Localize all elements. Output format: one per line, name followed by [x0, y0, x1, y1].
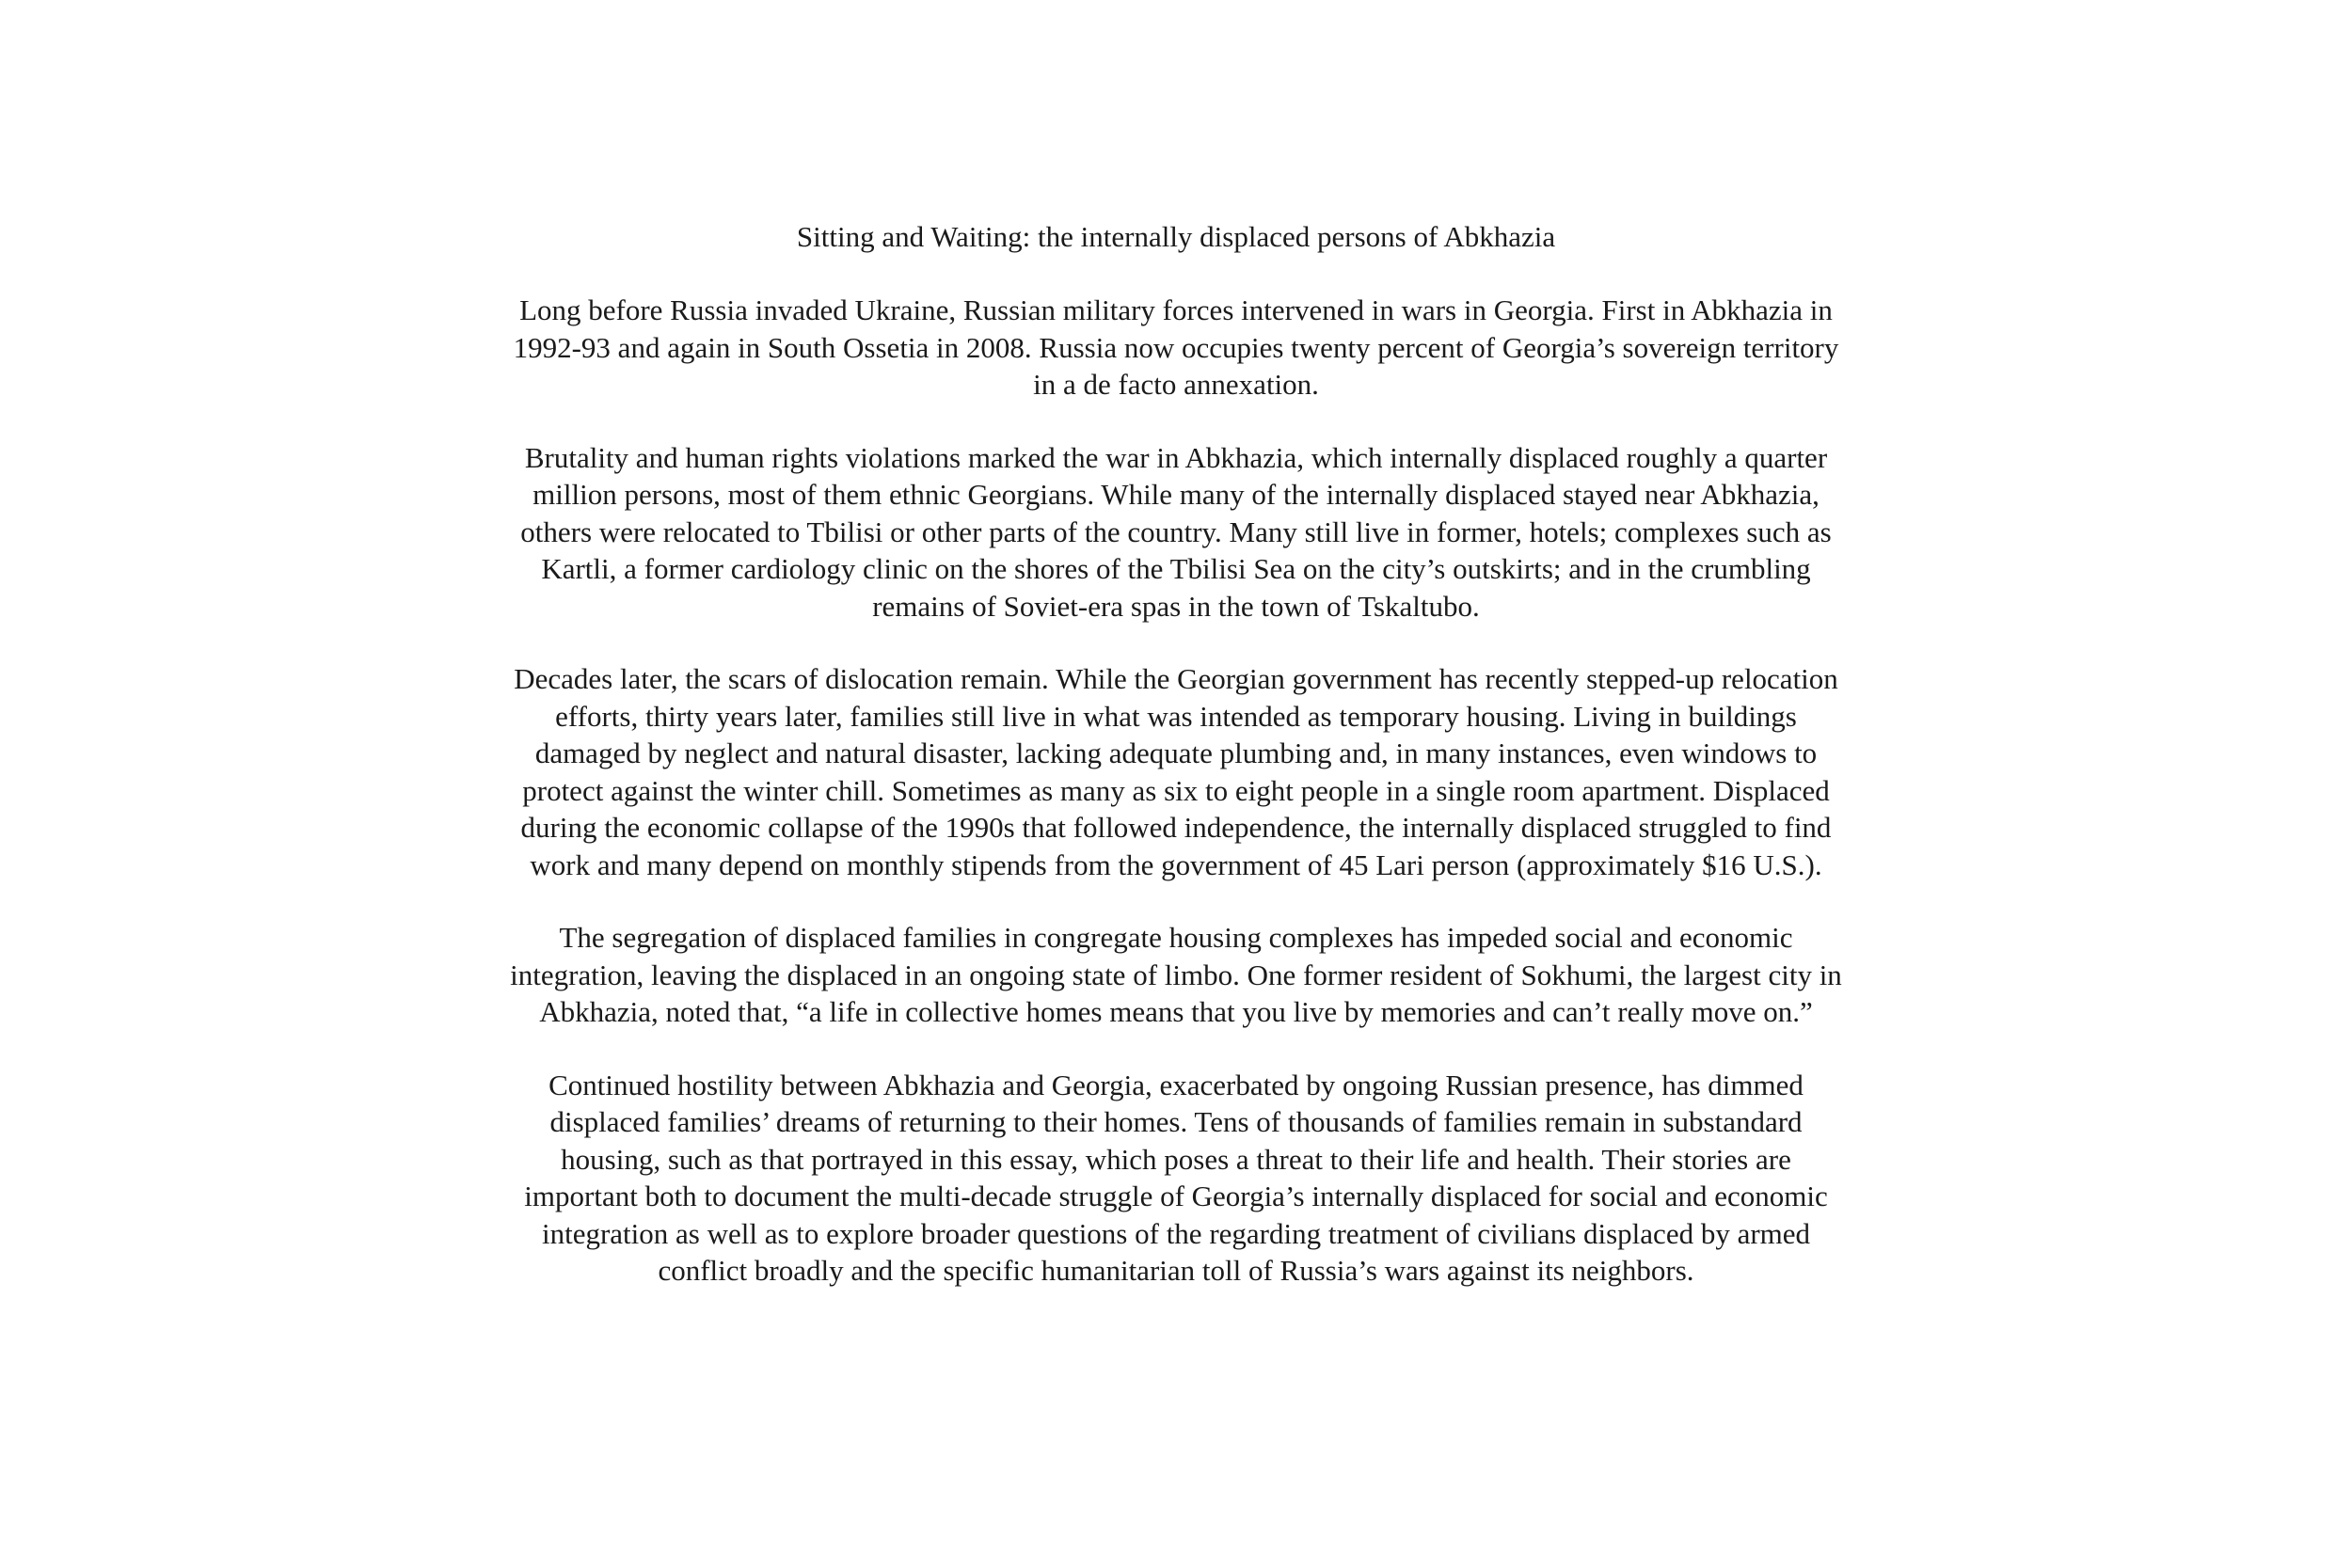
- paragraph-line: protect against the winter chill. Sometimes as many as six to eight people in a single room apartment. Displaced: [522, 773, 1830, 807]
- paragraph-2: [489, 439, 1863, 626]
- paragraph-line: important both to document the multi-decade struggle of Georgia’s internally displaced for social and economic: [524, 1180, 1828, 1212]
- paragraph-line: others were relocated to Tbilisi or other parts of the country. Many still live in former, hotels; complexes such as: [520, 515, 1832, 548]
- paragraph-line: integration as well as to explore broader questions of the regarding treatment of civilians displaced by armed: [541, 1216, 1811, 1250]
- paragraph-line: housing, such as that portrayed in this essay, which poses a threat to their life and health. Their stories are: [561, 1142, 1791, 1176]
- paragraph-5: [489, 1067, 1863, 1290]
- paragraph-line: integration, leaving the displaced in an ongoing state of limbo. One former resident of Sokhumi, the largest city in: [510, 958, 1842, 991]
- paragraph-line: Long before Russia invaded Ukraine, Russian military forces intervened in wars in Georgia. First in Abkhazia in: [519, 293, 1833, 326]
- paragraph-line: during the economic collapse of the 1990s that followed independence, the internally displaced struggled to find: [520, 811, 1832, 844]
- paragraph-line: displaced families’ dreams of returning to their homes. Tens of thousands of families remain in substandard: [549, 1105, 1803, 1138]
- paragraph-line: efforts, thirty years later, families still live in what was intended as temporary housing. Living in buildings: [555, 699, 1797, 733]
- essay-body: [489, 218, 1863, 1290]
- paragraph-line: Brutality and human rights violations marked the war in Abkhazia, which internally displaced roughly a quarter: [524, 440, 1828, 474]
- paragraph-line: damaged by neglect and natural disaster, lacking adequate plumbing and, in many instances, even windows to: [534, 736, 1818, 769]
- paragraph-line: Decades later, the scars of dislocation remain. While the Georgian government has recently stepped-up relocation: [514, 662, 1838, 695]
- paragraph-line: 1992-93 and again in South Ossetia in 2008. Russia now occupies twenty percent of Georgia’s sovereign territory: [513, 330, 1839, 364]
- paragraph-1: [489, 292, 1863, 404]
- paragraph-line: work and many depend on monthly stipends from the government of 45 Lari person (approximately $16 U.S.).: [530, 847, 1822, 881]
- paragraph-line: conflict broadly and the specific humanitarian toll of Russia’s wars against its neighbors.: [658, 1254, 1694, 1287]
- paragraph-line: remains of Soviet-era spas in the town of Tskaltubo.: [872, 589, 1480, 623]
- paragraph-line: Abkhazia, noted that, “a life in collective homes means that you live by memories and can’t really move on.”: [539, 995, 1813, 1028]
- paragraph-line: in a de facto annexation.: [1033, 368, 1319, 401]
- paragraph-line: Kartli, a former cardiology clinic on the shores of the Tbilisi Sea on the city’s outskirts; and in the crumbling: [541, 552, 1811, 585]
- paragraph-4: [489, 919, 1863, 1031]
- paragraph-3: [489, 660, 1863, 883]
- essay-title: Sitting and Waiting: the internally displaced persons of Abkhazia: [796, 220, 1556, 253]
- paragraph-line: Continued hostility between Abkhazia and Georgia, exacerbated by ongoing Russian presence, has dimmed: [548, 1068, 1804, 1101]
- paragraph-line: The segregation of displaced families in congregate housing complexes has impeded social and economic: [559, 921, 1793, 954]
- paragraph-line: million persons, most of them ethnic Georgians. While many of the internally displaced stayed near Abkhazia,: [532, 478, 1820, 511]
